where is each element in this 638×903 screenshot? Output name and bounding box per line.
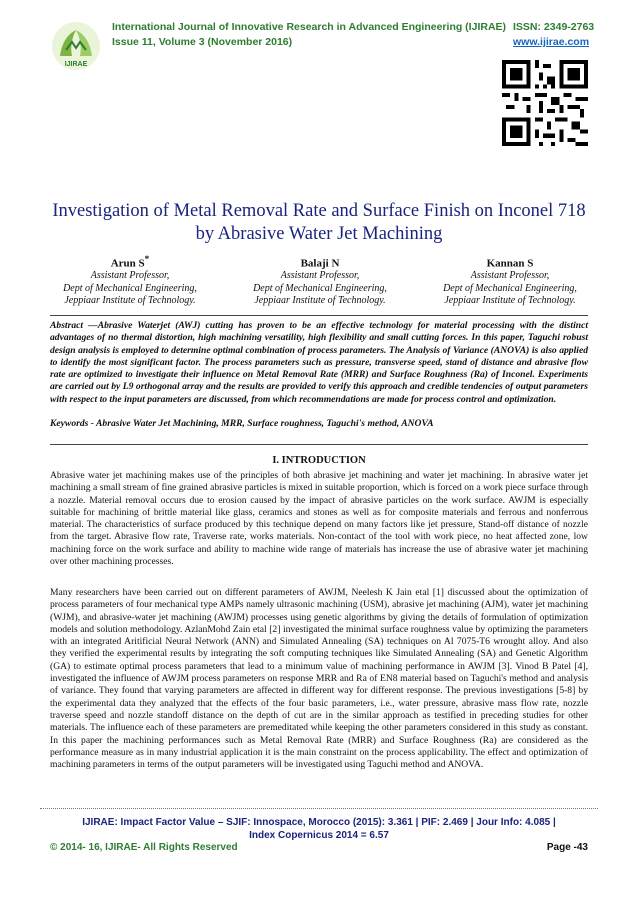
author-inst: Jeppiaar Institute of Technology. xyxy=(64,295,196,307)
author-sup: * xyxy=(144,254,150,264)
author-name: Balaji N xyxy=(300,257,340,270)
journal-logo xyxy=(50,20,102,72)
author-role: Assistant Professor, xyxy=(90,270,170,282)
author-inst: Jeppiaar Institute of Technology. xyxy=(254,295,386,307)
author-role: Assistant Professor, xyxy=(280,270,360,282)
footer-impact xyxy=(50,816,588,842)
issn: ISSN: 2349-2763 xyxy=(513,21,595,33)
abstract: Abstract —Abrasive Waterjet (AWJ) cutting has proven to be an effective technology for material processing with the distinct advantages of no thermal distortion, high machining versatility, high flexibility and small cutting forces. In this paper, Taguchi robust design analysis is employed to determine optimal combination of process parameters. The Analysis of Variance (ANOVA) is also applied to identify the most significant factor. The process parameters such as pressure, transverse speed, stand of distance and abrasive flow rate are optimized to investigate their influence on Metal Removal Rate (MRR) and Surface Roughness (Ra) of Inconel. Experiments are carried out by L9 orthogonal array and the results are provided to verify this approach and credible tendencies of output parameters with respect to the input parameters are discussed, from which recommendations are made for process control and optimization. xyxy=(50,320,588,405)
footer-divider xyxy=(40,808,598,809)
footer-line1: IJIRAE: Impact Factor Value – SJIF: Innospace, Morocco (2015): 3.361 | PIF: 2.469 | Jour Info: 4.085 | xyxy=(82,817,556,828)
author-dept: Dept of Mechanical Engineering, xyxy=(63,282,197,294)
body-paragraph: Abrasive water jet machining makes use of the principles of both abrasive jet machining and water jet machining. In abrasive water jet machining a small stream of fine grained abrasive particles is mixed in suitable proportion, which is forced on a work piece surface through a nozzle. Material removal occurs due to erosion caused by the impact of abrasive particles on the work surface. AWJM is especially suitable for machining of brittle material like glass, ceramics and stones as well as for composite materials and ferrous and nonferrous material. The characteristics of surface produced by this technique depend on many factors like jet pressure, Stand-off distance of nozzle from the target. Abrasive flow rate, Traverse rate, works materials. Non-contact of the tool with work piece, no heat affected zone, low machining force on the work surface and ability to machine wide range of materials has increase the use of abrasive water jet machining over other machining processes. xyxy=(50,470,588,568)
journal-name: International Journal of Innovative Research in Advanced Engineering (IJIRAE) xyxy=(112,21,507,33)
journal-issue: Issue 11, Volume 3 (November 2016) xyxy=(112,36,293,48)
author-dept: Dept of Mechanical Engineering, xyxy=(443,282,577,294)
author-block xyxy=(40,253,220,308)
copyright: © 2014- 16, IJIRAE- All Rights Reserved xyxy=(50,842,238,853)
author-dept: Dept of Mechanical Engineering, xyxy=(253,282,387,294)
author-name: Kannan S xyxy=(486,257,534,270)
author-block xyxy=(420,253,600,308)
author-role: Assistant Professor, xyxy=(470,270,550,282)
page-number: Page -43 xyxy=(546,842,588,853)
paper-title: Investigation of Metal Removal Rate and Surface Finish on Inconel 718 by Abrasive Water Jet Machining xyxy=(52,201,586,244)
logo-text: IJIRAE xyxy=(64,61,88,68)
section-heading: I. INTRODUCTION xyxy=(272,455,366,466)
divider xyxy=(50,444,588,445)
divider xyxy=(50,315,588,316)
author-inst: Jeppiaar Institute of Technology. xyxy=(444,295,576,307)
author-block xyxy=(230,253,410,308)
qr-code-icon xyxy=(502,60,588,146)
journal-header xyxy=(112,20,506,50)
body-paragraph: Many researchers have been carried out on different parameters of AWJM, Neelesh K Jain etal [1] discussed about the optimization of process parameters of four mechanical type AMPs namely ultrasonic machining (USM), abrasive jet machining (AJM), water jet machining (WJM), and abrasive-water jet machining (AWJM) processes using genetic algorithms by giving the details of formulation of optimization models and solution methodology. AzlanMohd Zain etal [2] investigated the minimal surface roughness value by optimizing the parameters with an integrated Aritificial Neural Network (ANN) and Simulated Annealing (SA) techniques on Al 7075-T6 wrought alloy. And also they verified the experimental results by integrating the soft computing techniques like Simulated Annealing (SA) and Genetic Algorithm (GA) to estimate optimal process parameters that lead to a minimum value of machining performance in AWJM [3]. Vinod B Patel [4], investigated the influence of AWJM process parameters on response MRR and Ra of EN8 material based on Taguchi's method and analysis of variance. They found that varying parameters are affected in different way for different response. The previous investigations [5-8] by the experimental data they analyzed that the effects of the four basic parameters, i.e., water pressure, abrasive mass flow rate, nozzle traverse speed and nozzle standoff distance on the depth of cut are in the similar approach as testified in preceding studies for other materials. The influence each of these parameters are premeditated while keeping the other parameters considered in this study as constant. In this paper the machining performances such as Metal Removal Rate (MRR) and Surface Roughness (Ra) are considered as the performance measure as in many industrial application it is the main constraint on the process applicability. The effect and optimization of machining parameters in terms of the output parameters will be investigated using Taguchi method and ANOVA. xyxy=(50,587,588,771)
issn-block xyxy=(513,20,594,50)
keywords: Keywords - Abrasive Water Jet Machining, MRR, Surface roughness, Taguchi's method, ANOVA xyxy=(50,418,434,429)
journal-url-link[interactable]: www.ijirae.com xyxy=(513,36,590,48)
author-name: Arun S xyxy=(110,257,145,270)
footer-line2: Index Copernicus 2014 = 6.57 xyxy=(249,830,389,841)
